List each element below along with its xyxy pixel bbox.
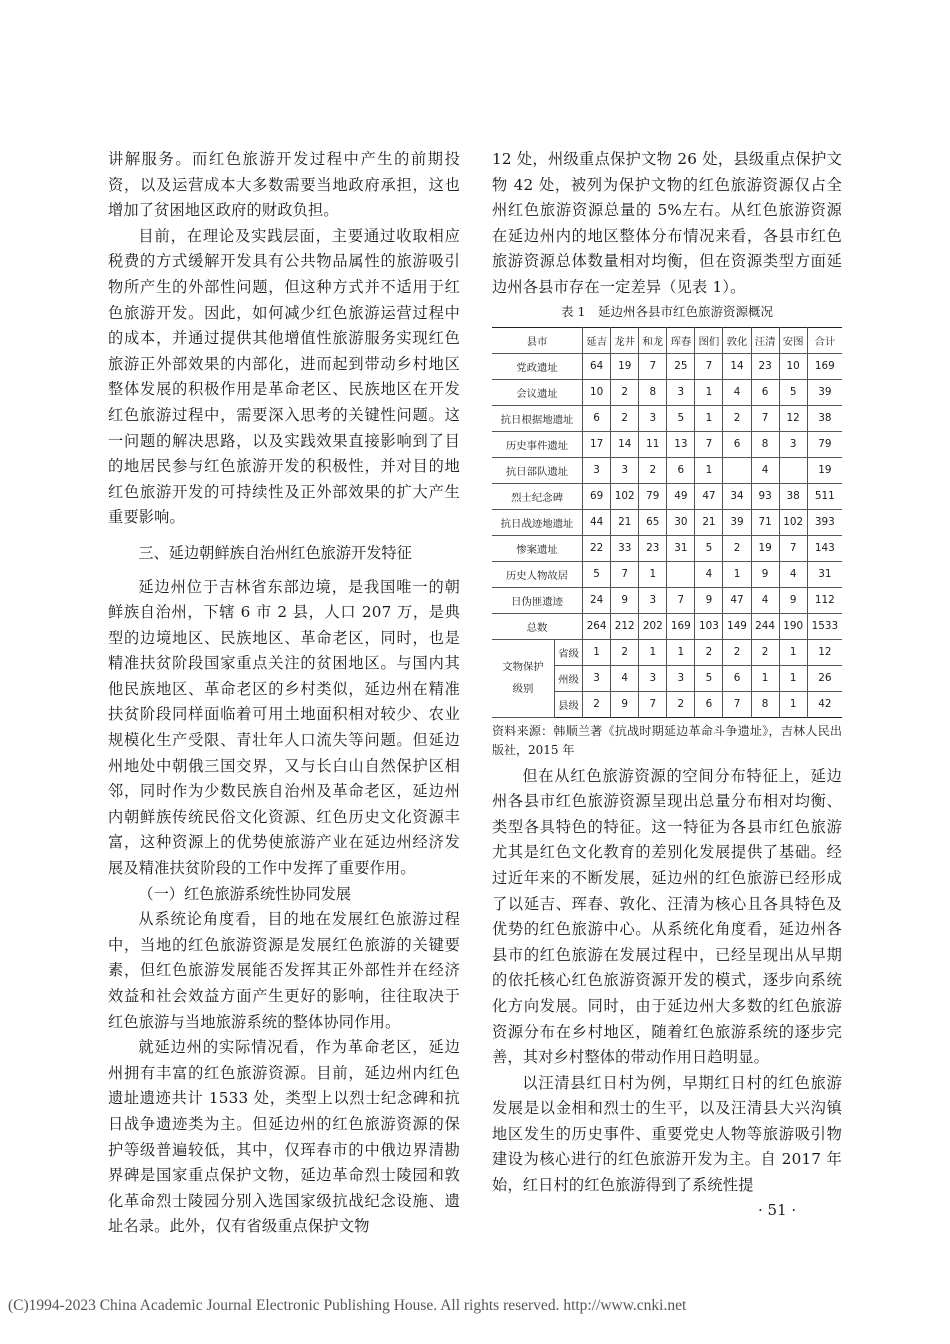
table-cell: 4 xyxy=(695,561,723,587)
row-label: 抗日部队遗址 xyxy=(492,457,583,483)
row-label: 日伪匪遗迹 xyxy=(492,587,583,613)
table-row xyxy=(492,353,842,379)
table-cell: 65 xyxy=(639,509,667,535)
table-cell xyxy=(723,457,751,483)
table-cell: 9 xyxy=(695,587,723,613)
table-cell xyxy=(779,457,807,483)
column-header: 图们 xyxy=(695,327,723,353)
table-cell: 1533 xyxy=(807,613,842,639)
table-cell: 190 xyxy=(779,613,807,639)
column-header: 敦化 xyxy=(723,327,751,353)
table-header-label: 县市 xyxy=(492,327,583,353)
table-cell: 10 xyxy=(779,353,807,379)
table-cell: 25 xyxy=(667,353,695,379)
table-cell: 11 xyxy=(639,431,667,457)
table-cell: 5 xyxy=(779,379,807,405)
table-cell: 19 xyxy=(611,353,639,379)
table-cell: 7 xyxy=(695,431,723,457)
table-cell: 2 xyxy=(723,535,751,561)
table-cell: 71 xyxy=(751,509,779,535)
table-cell: 1 xyxy=(779,665,807,691)
table-cell: 2 xyxy=(583,691,611,717)
table-cell: 7 xyxy=(611,561,639,587)
table-cell: 5 xyxy=(695,665,723,691)
table-cell: 6 xyxy=(583,405,611,431)
table-cell: 393 xyxy=(807,509,842,535)
table-cell: 1 xyxy=(695,457,723,483)
row-label: 抗日战迹地遗址 xyxy=(492,509,583,535)
table-row xyxy=(492,639,842,665)
table-cell: 6 xyxy=(667,457,695,483)
table-cell: 4 xyxy=(751,587,779,613)
table-cell xyxy=(667,561,695,587)
table-cell: 7 xyxy=(751,405,779,431)
table-row xyxy=(492,457,842,483)
column-header: 珲春 xyxy=(667,327,695,353)
table-cell: 2 xyxy=(667,691,695,717)
table-cell: 112 xyxy=(807,587,842,613)
table-cell: 2 xyxy=(611,639,639,665)
table-cell: 79 xyxy=(639,483,667,509)
table-cell: 1 xyxy=(779,691,807,717)
column-header: 合计 xyxy=(807,327,842,353)
table-cell: 7 xyxy=(639,691,667,717)
table-cell: 2 xyxy=(611,379,639,405)
table-caption: 表 1 延边州各县市红色旅游资源概况 xyxy=(561,303,773,319)
column-header: 安图 xyxy=(779,327,807,353)
table-cell: 3 xyxy=(667,665,695,691)
table-row xyxy=(492,561,842,587)
table-cell: 4 xyxy=(751,457,779,483)
table-cell: 1 xyxy=(667,639,695,665)
table-row xyxy=(492,405,842,431)
table-cell: 21 xyxy=(695,509,723,535)
table-cell: 244 xyxy=(751,613,779,639)
table-row xyxy=(492,431,842,457)
section-heading: 三、延边朝鲜族自治州红色旅游开发特征 xyxy=(138,543,412,562)
table-cell: 202 xyxy=(639,613,667,639)
table-cell: 38 xyxy=(779,483,807,509)
table-cell: 24 xyxy=(583,587,611,613)
table-cell: 44 xyxy=(583,509,611,535)
table-row xyxy=(492,379,842,405)
table-cell: 169 xyxy=(667,613,695,639)
table-cell: 8 xyxy=(639,379,667,405)
table-row xyxy=(492,613,842,639)
table-cell: 22 xyxy=(583,535,611,561)
table-cell: 6 xyxy=(751,379,779,405)
table-cell: 33 xyxy=(611,535,639,561)
table-cell: 39 xyxy=(807,379,842,405)
table-cell: 1 xyxy=(639,639,667,665)
table-cell: 10 xyxy=(583,379,611,405)
paragraph: 但在从红色旅游资源的空间分布特征上，延边州各县市红色旅游资源呈现出总量分布相对均衡、类型各具特色的特征。这一特征为各县市红色旅游尤其是红色文化教育的差别化发展提供了基础。经过近年来的不断发展，延边州的红色旅游已经形成了以延吉、珲春、敦化、汪清为核心且各具特色及优势的红色旅游中心。从系统化角度看，延边州各县市的红色旅游在发展过程中，已经呈现出从早期的依托核心红色旅游资源开发的模式，逐步向系统化方向发展。同时，由于延边州大多数的红色旅游资源分布在乡村地区，随着红色旅游系统的逐步完善，其对乡村整体的带动作用日趋明显。 xyxy=(492,766,842,1067)
table-cell: 9 xyxy=(611,587,639,613)
table-row xyxy=(492,535,842,561)
table-cell: 31 xyxy=(807,561,842,587)
table-cell: 511 xyxy=(807,483,842,509)
table-cell: 1 xyxy=(723,561,751,587)
table-cell: 1 xyxy=(695,379,723,405)
copyright-footer: (C)1994-2023 China Academic Journal Electronic Publishing House. All rights reserved. http://www.cnki.net xyxy=(8,1297,687,1314)
table-cell: 14 xyxy=(611,431,639,457)
paragraph: 从系统论角度看，目的地在发展红色旅游过程中，当地的红色旅游资源是发展红色旅游的关键要素，但红色旅游发展能否发挥其正外部性并在经济效益和社会效益方面产生更好的影响，往往取决于红色旅游与当地旅游系统的整体协同作用。 xyxy=(108,910,460,1031)
row-label: 会议遗址 xyxy=(492,379,583,405)
table-cell: 19 xyxy=(807,457,842,483)
table-cell: 3 xyxy=(611,457,639,483)
table-cell: 7 xyxy=(695,353,723,379)
table-cell: 143 xyxy=(807,535,842,561)
table-cell: 5 xyxy=(583,561,611,587)
table-row xyxy=(492,483,842,509)
table-cell: 17 xyxy=(583,431,611,457)
table-cell: 2 xyxy=(611,405,639,431)
table-cell: 9 xyxy=(751,561,779,587)
row-label: 党政遗址 xyxy=(492,353,583,379)
left-column xyxy=(108,147,460,1240)
table-cell: 4 xyxy=(779,561,807,587)
table-cell: 3 xyxy=(779,431,807,457)
table-cell: 3 xyxy=(583,457,611,483)
paragraph: 目前，在理论及实践层面，主要通过收取相应税费的方式缓解开发具有公共物品属性的旅游吸引物所产生的外部性问题，但这种方式并不适用于红色旅游开发。因此，如何减少红色旅游运营过程中的成本，并通过提供其他增值性旅游服务实现红色旅游正外部效果的内部化，进而起到带动乡村地区整体发展的积极作用是革命老区、民族地区在开发红色旅游过程中，需要深入思考的关键性问题。这一问题的解决思路，以及实践效果直接影响到了目的地居民参与红色旅游开发的积极性，并对目的地红色旅游开发的可持续性及正外部效果的扩大产生重要影响。 xyxy=(108,226,460,527)
table-cell: 4 xyxy=(611,665,639,691)
table-cell: 7 xyxy=(639,353,667,379)
table-row xyxy=(492,587,842,613)
table-cell: 42 xyxy=(807,691,842,717)
table-header-row xyxy=(492,327,842,353)
table-cell: 49 xyxy=(667,483,695,509)
table-cell: 6 xyxy=(695,691,723,717)
table-cell: 64 xyxy=(583,353,611,379)
table-cell: 5 xyxy=(667,405,695,431)
column-header: 汪清 xyxy=(751,327,779,353)
table-cell: 212 xyxy=(611,613,639,639)
row-label: 省级 xyxy=(555,639,583,665)
table-cell: 39 xyxy=(723,509,751,535)
table-cell: 3 xyxy=(639,587,667,613)
table-cell: 4 xyxy=(723,379,751,405)
table-cell: 14 xyxy=(723,353,751,379)
table-cell: 7 xyxy=(667,587,695,613)
right-column xyxy=(492,147,842,1199)
table-cell: 2 xyxy=(751,639,779,665)
table-cell: 9 xyxy=(779,587,807,613)
row-label: 惨案遗址 xyxy=(492,535,583,561)
protection-group-label: 文物保护级别 xyxy=(492,639,555,717)
table-cell: 3 xyxy=(639,405,667,431)
paragraph: 讲解服务。而红色旅游开发过程中产生的前期投资，以及运营成本大多数需要当地政府承担，这也增加了贫困地区政府的财政负担。 xyxy=(108,150,460,220)
table-cell: 38 xyxy=(807,405,842,431)
sub-heading: （一）红色旅游系统性协同发展 xyxy=(138,884,352,903)
table-cell: 102 xyxy=(779,509,807,535)
table-cell: 6 xyxy=(723,431,751,457)
table-cell: 3 xyxy=(583,665,611,691)
resource-table xyxy=(492,327,842,718)
table-cell: 3 xyxy=(639,665,667,691)
table-cell: 6 xyxy=(723,665,751,691)
paragraph: 以汪清县红日村为例，早期红日村的红色旅游发展是以金相和烈士的生平，以及汪清县大兴沟镇地区发生的历史事件、重要党史人物等旅游吸引物建设为核心进行的红色旅游开发为主。自 2017 年始，红日村的红色旅游得到了系统性提 xyxy=(492,1073,842,1195)
table-cell: 103 xyxy=(695,613,723,639)
table-cell: 69 xyxy=(583,483,611,509)
table-cell: 34 xyxy=(723,483,751,509)
table-cell: 9 xyxy=(611,691,639,717)
table-row xyxy=(492,509,842,535)
table-cell: 1 xyxy=(779,639,807,665)
table-cell: 3 xyxy=(667,379,695,405)
table-cell: 1 xyxy=(583,639,611,665)
row-label: 总数 xyxy=(492,613,583,639)
paragraph: 12 处，州级重点保护文物 26 处，县级重点保护文物 42 处，被列为保护文物的红色旅游资源仅占全州红色旅游资源总量的 5%左右。从红色旅游资源在延边州内的地区整体分布情况来看，各县市红色旅游资源总体数量相对均衡，但在资源类型方面延边州各县市存在一定差异（见表 1）。 xyxy=(492,150,842,296)
table-cell: 8 xyxy=(751,431,779,457)
table-cell: 2 xyxy=(639,457,667,483)
table-cell: 23 xyxy=(751,353,779,379)
table-cell: 26 xyxy=(807,665,842,691)
table-cell: 12 xyxy=(779,405,807,431)
paragraph: 就延边州的实际情况看，作为革命老区，延边州拥有丰富的红色旅游资源。目前，延边州内红色遗址遗迹共计 1533 处，类型上以烈士纪念碑和抗日战争遗迹类为主。但延边州的红色旅游资源的保护等级普遍较低，其中，仅珲春市的中俄边界清勘界碑是国家重点保护文物，延边革命烈士陵园和敦化革命烈士陵园分别入选国家级抗战纪念设施、遗址名录。此外，仅有省级重点保护文物 xyxy=(108,1038,460,1236)
source-note: 资料来源：韩顺兰著《抗战时期延边革命斗争遗址》，吉林人民出版社，2015 年 xyxy=(492,723,842,757)
table-cell: 12 xyxy=(807,639,842,665)
row-label: 抗日根据地遗址 xyxy=(492,405,583,431)
page-number: · 51 · xyxy=(758,1201,797,1219)
table-cell: 149 xyxy=(723,613,751,639)
table-cell: 30 xyxy=(667,509,695,535)
table-cell: 7 xyxy=(779,535,807,561)
table-cell: 47 xyxy=(695,483,723,509)
table-cell: 1 xyxy=(695,405,723,431)
table-cell: 93 xyxy=(751,483,779,509)
table-cell: 47 xyxy=(723,587,751,613)
table-cell: 23 xyxy=(639,535,667,561)
table-body xyxy=(492,353,842,717)
column-header: 和龙 xyxy=(639,327,667,353)
row-label: 州级 xyxy=(555,665,583,691)
table-cell: 2 xyxy=(695,639,723,665)
table-cell: 1 xyxy=(639,561,667,587)
table-cell: 13 xyxy=(667,431,695,457)
row-label: 历史人物故居 xyxy=(492,561,583,587)
table-cell: 31 xyxy=(667,535,695,561)
row-label: 烈士纪念碑 xyxy=(492,483,583,509)
table-cell: 2 xyxy=(723,405,751,431)
column-header: 延吉 xyxy=(583,327,611,353)
table-cell: 8 xyxy=(751,691,779,717)
row-label: 历史事件遗址 xyxy=(492,431,583,457)
table-cell: 169 xyxy=(807,353,842,379)
table-cell: 1 xyxy=(751,665,779,691)
table-cell: 7 xyxy=(723,691,751,717)
table-cell: 102 xyxy=(611,483,639,509)
paragraph: 延边州位于吉林省东部边境，是我国唯一的朝鲜族自治州，下辖 6 市 2 县，人口 207 万，是典型的边境地区、民族地区、革命老区，同时，也是精准扶贫阶段国家重点关注的贫困地区。与国内其他民族地区、革命老区的乡村类似，延边州在精准扶贫阶段同样面临着可用土地面积相对较少、农业规模化生产受限、青壮年人口流失等问题。但延边州地处中朝俄三国交界，又与长白山自然保护区相邻，同时作为少数民族自治州及革命老区，延边州内朝鲜族传统民俗文化资源、红色历史文化资源丰富，这种资源上的优势使旅游产业在延边州经济发展及精准扶贫阶段的工作中发挥了重要作用。 xyxy=(108,577,460,878)
table-cell: 2 xyxy=(723,639,751,665)
column-header: 龙井 xyxy=(611,327,639,353)
table-cell: 264 xyxy=(583,613,611,639)
table-cell: 5 xyxy=(695,535,723,561)
table-cell: 19 xyxy=(751,535,779,561)
table-cell: 79 xyxy=(807,431,842,457)
table-cell: 21 xyxy=(611,509,639,535)
row-label: 县级 xyxy=(555,691,583,717)
